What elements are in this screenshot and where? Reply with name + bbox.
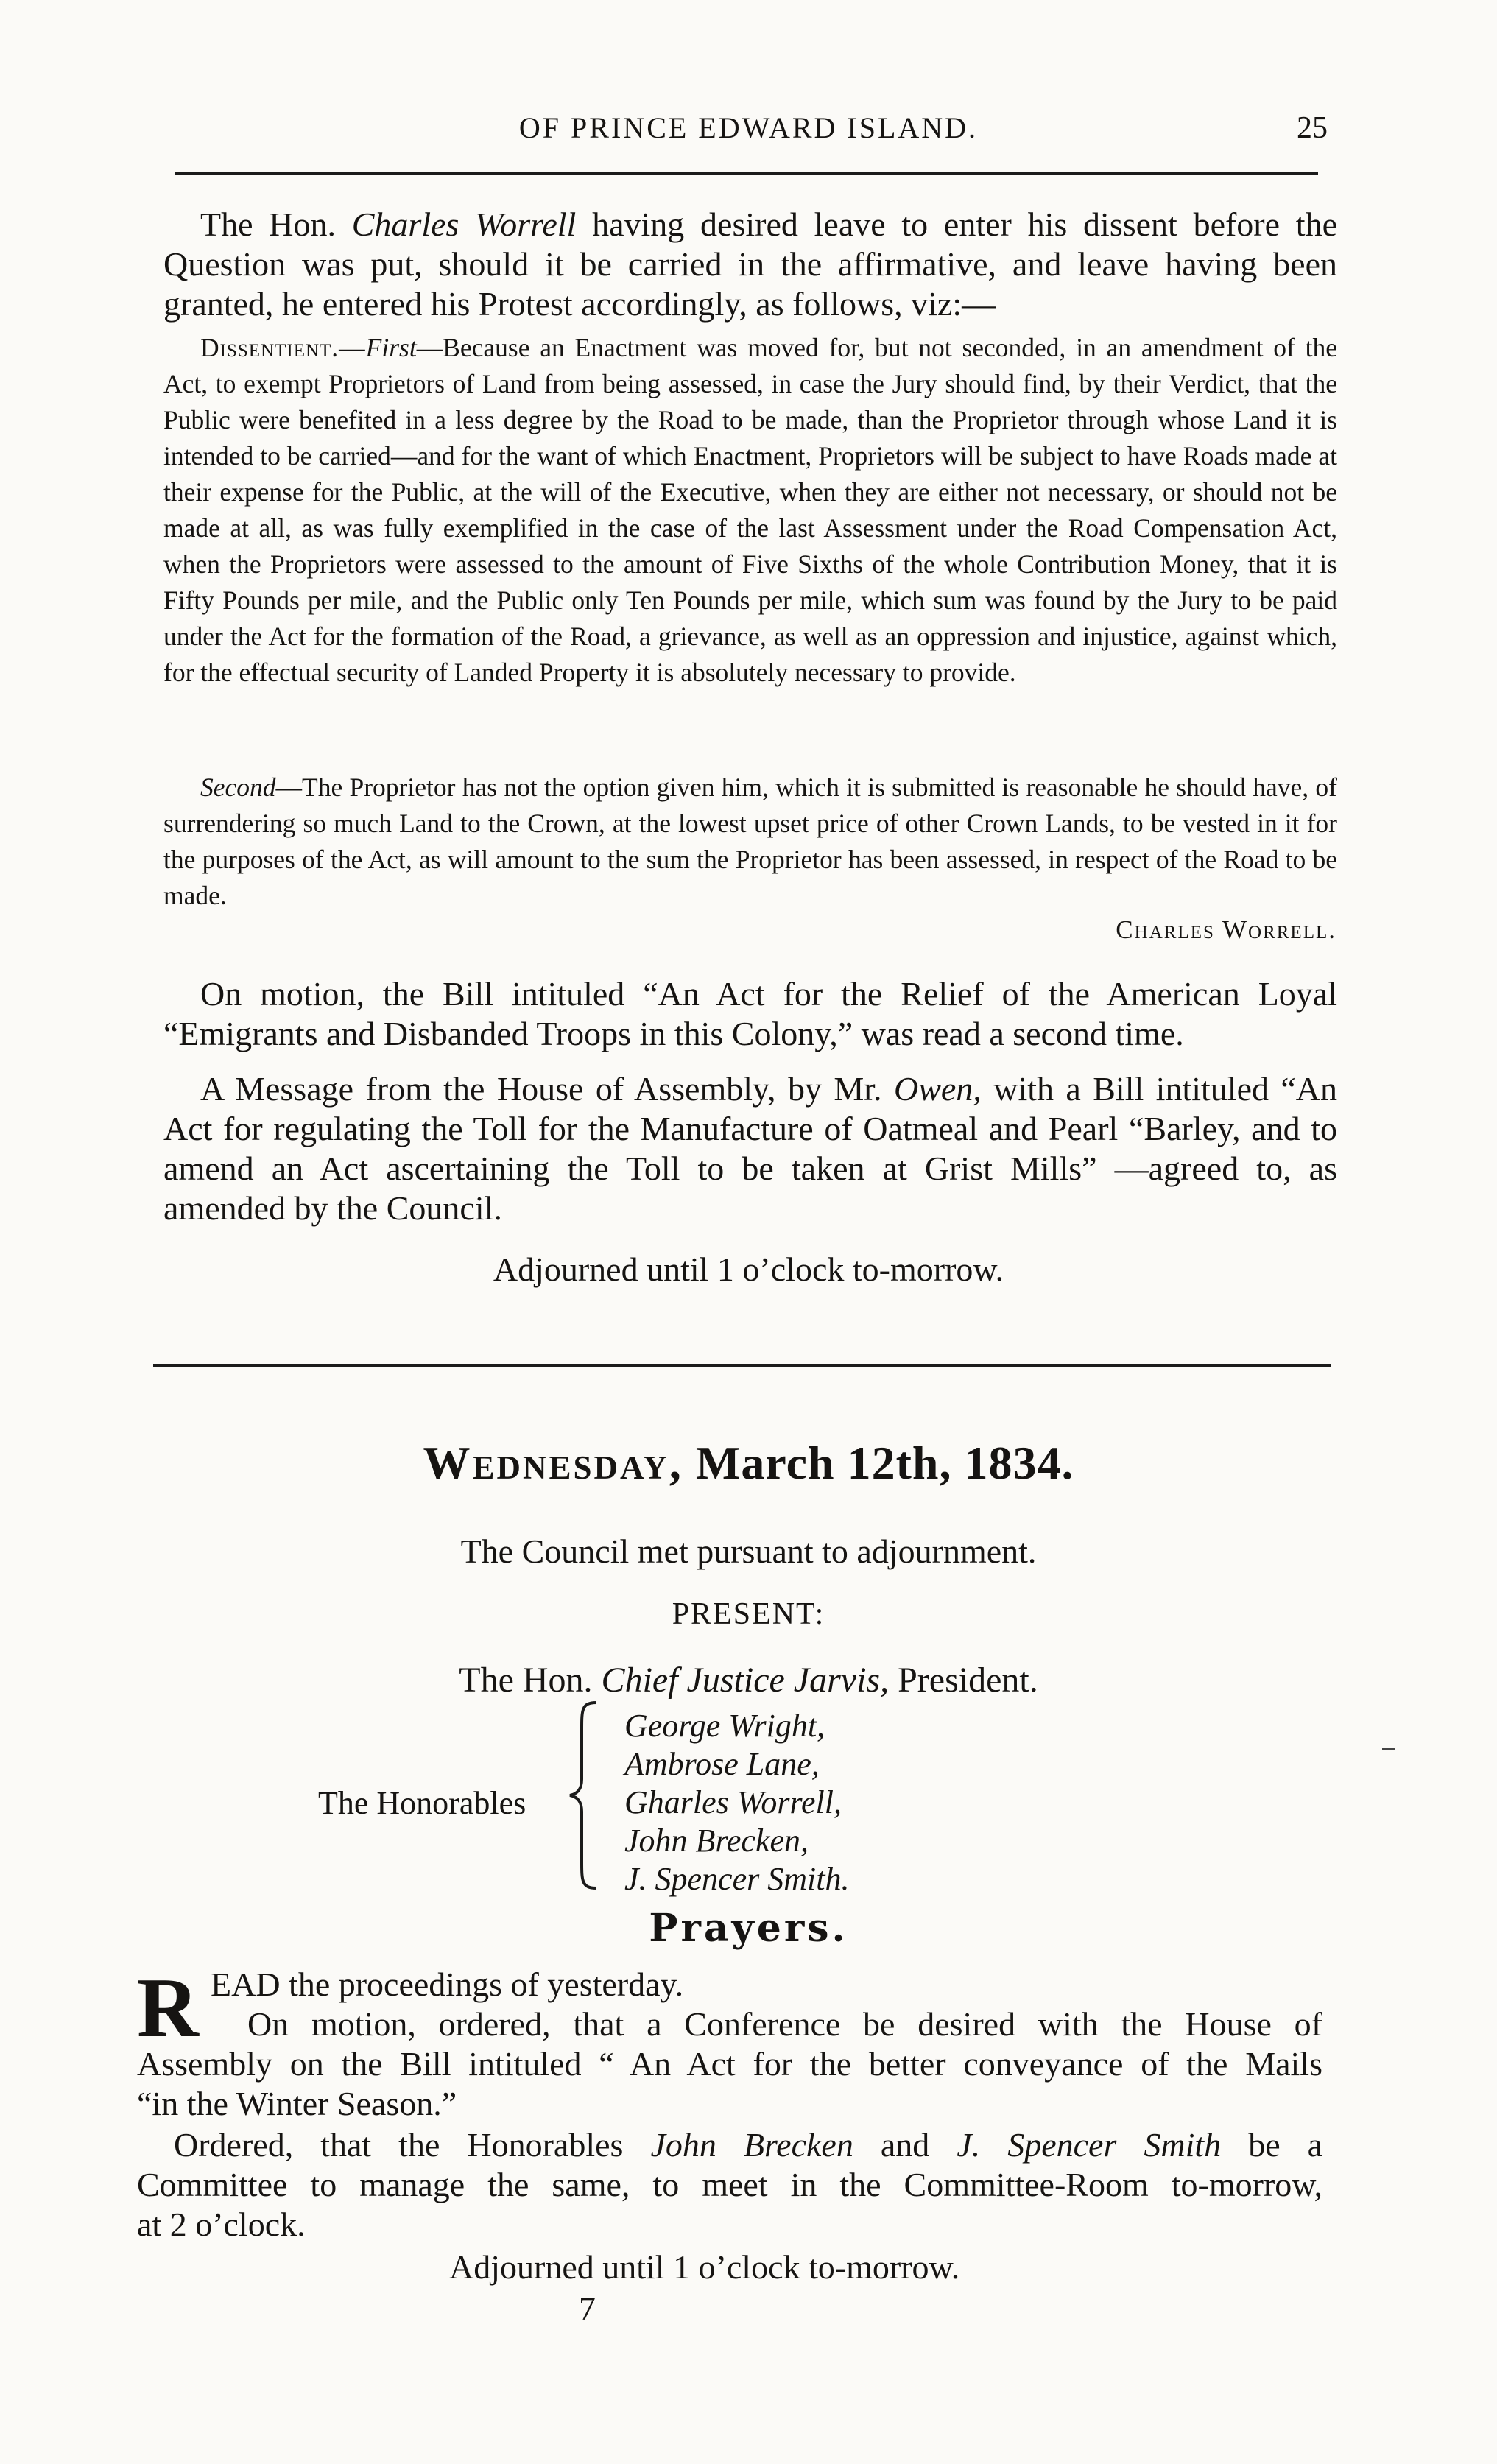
section-rule xyxy=(153,1364,1331,1367)
sheet-signature: 7 xyxy=(579,2289,596,2327)
page-number: 25 xyxy=(1297,111,1328,145)
date-heading: Wednesday, March 12th, 1834. xyxy=(423,1437,1074,1489)
adjourned-note-2: Adjourned until 1 o’clock to-morrow. xyxy=(449,2248,960,2286)
loyal-emigrants-motion: On motion, the Bill intituled “An Act for the Relief of the American Loyal “Emigrants and Disbanded Troops in this Colony,” was read a second time. xyxy=(163,975,1337,1052)
assembly-message: A Message from the House of Assembly, by Mr. Owen, with a Bill intituled “An Act for regulating the Toll for the Manufacture of Oatmeal and Pearl “Barley, and to amend an Act ascertaining the Toll to be taken at Grist Mills” —agreed to, as amended by the Council. xyxy=(163,1070,1338,1227)
committee-line-2: Committee to manage the same, to meet in the Committee-Room to-morrow, xyxy=(137,2166,1322,2203)
conference-line-1: On motion, ordered, that a Conference be desired with the House of xyxy=(247,2005,1322,2043)
conference-line-3: “in the Winter Season.” xyxy=(137,2085,457,2122)
president-line: The Hon. Chief Justice Jarvis, President. xyxy=(459,1661,1038,1700)
prayers-heading: Prayers. xyxy=(649,1906,848,1951)
read-proceedings-line: EAD the proceedings of yesterday. xyxy=(211,1965,684,2003)
header-rule xyxy=(175,172,1318,175)
member-name: John Brecken, xyxy=(624,1823,809,1859)
worrell-dissent-intro: The Hon. Charles Worrell having desired leave to enter his dissent before the Question was put, should it be carried in the affirmative, and leave having been granted, he entered his Protest accordingly, as follows, viz:— xyxy=(163,205,1337,323)
dissent-second-reason: Second—The Proprietor has not the option given him, which it is submitted is reasonable he should have, of surrendering so much Land to the Crown, at the lowest upset price of other Crown Lands, to be vested in it for the purposes of the Act, as will amount to the sum the Proprietor has been assessed, in respect of the Road to be made. xyxy=(163,772,1337,910)
member-name: J. Spencer Smith. xyxy=(624,1861,850,1897)
dissent-first-reason: Dissentient.—First—Because an Enactment was moved for, but not seconded, in an amendment of the Act, to exempt Proprietors of Land from being assessed, in case the Jury should find, by their Verdict, that the Public were benefited in a less degree by the Road to be made, than the Proprietor through whose Land it is intended to be carried—and for the want of which Enactment, Proprietors will be subject to have Roads made at their expense for the Public, at the will of the Executive, when they are either not necessary, or should not be made at all, as was fully exemplified in the case of the last Assessment under the Road Compensation Act, when the Proprietors were assessed to the amount of Five Sixths of the whole Contribution Money, that it is Fifty Pounds per mile, and the Public only Ten Pounds per mile, which sum was found by the Jury to be paid under the Act for the formation of the Road, a grievance, as well as an oppression and injustice, against which, for the effectual security of Landed Property it is absolutely necessary to provide. xyxy=(163,333,1337,687)
committee-line-3: at 2 o’clock. xyxy=(137,2206,306,2243)
members-brace-icon xyxy=(566,1700,602,1891)
member-name: George Wright, xyxy=(624,1708,825,1744)
conference-line-2: Assembly on the Bill intituled “ An Act for the better conveyance of the Mails xyxy=(137,2045,1322,2083)
adjourned-note-1: Adjourned until 1 o’clock to-morrow. xyxy=(493,1250,1004,1288)
present-label: PRESENT: xyxy=(672,1597,825,1631)
committee-line-1: Ordered, that the Honorables John Brecken and J. Spencer Smith be a xyxy=(174,2126,1323,2164)
honorables-label: The Honorables xyxy=(318,1785,526,1821)
member-name: Ambrose Lane, xyxy=(624,1746,820,1782)
drop-cap: R xyxy=(137,1961,199,2055)
dissentient-label: Dissentient.— xyxy=(200,333,366,362)
dissent-signature: Charles Worrell. xyxy=(1116,915,1336,944)
member-name: Gharles Worrell, xyxy=(624,1784,842,1820)
margin-mark xyxy=(1382,1748,1395,1750)
running-title: OF PRINCE EDWARD ISLAND. xyxy=(518,111,979,144)
council-met-line: The Council met pursuant to adjournment. xyxy=(460,1532,1037,1570)
